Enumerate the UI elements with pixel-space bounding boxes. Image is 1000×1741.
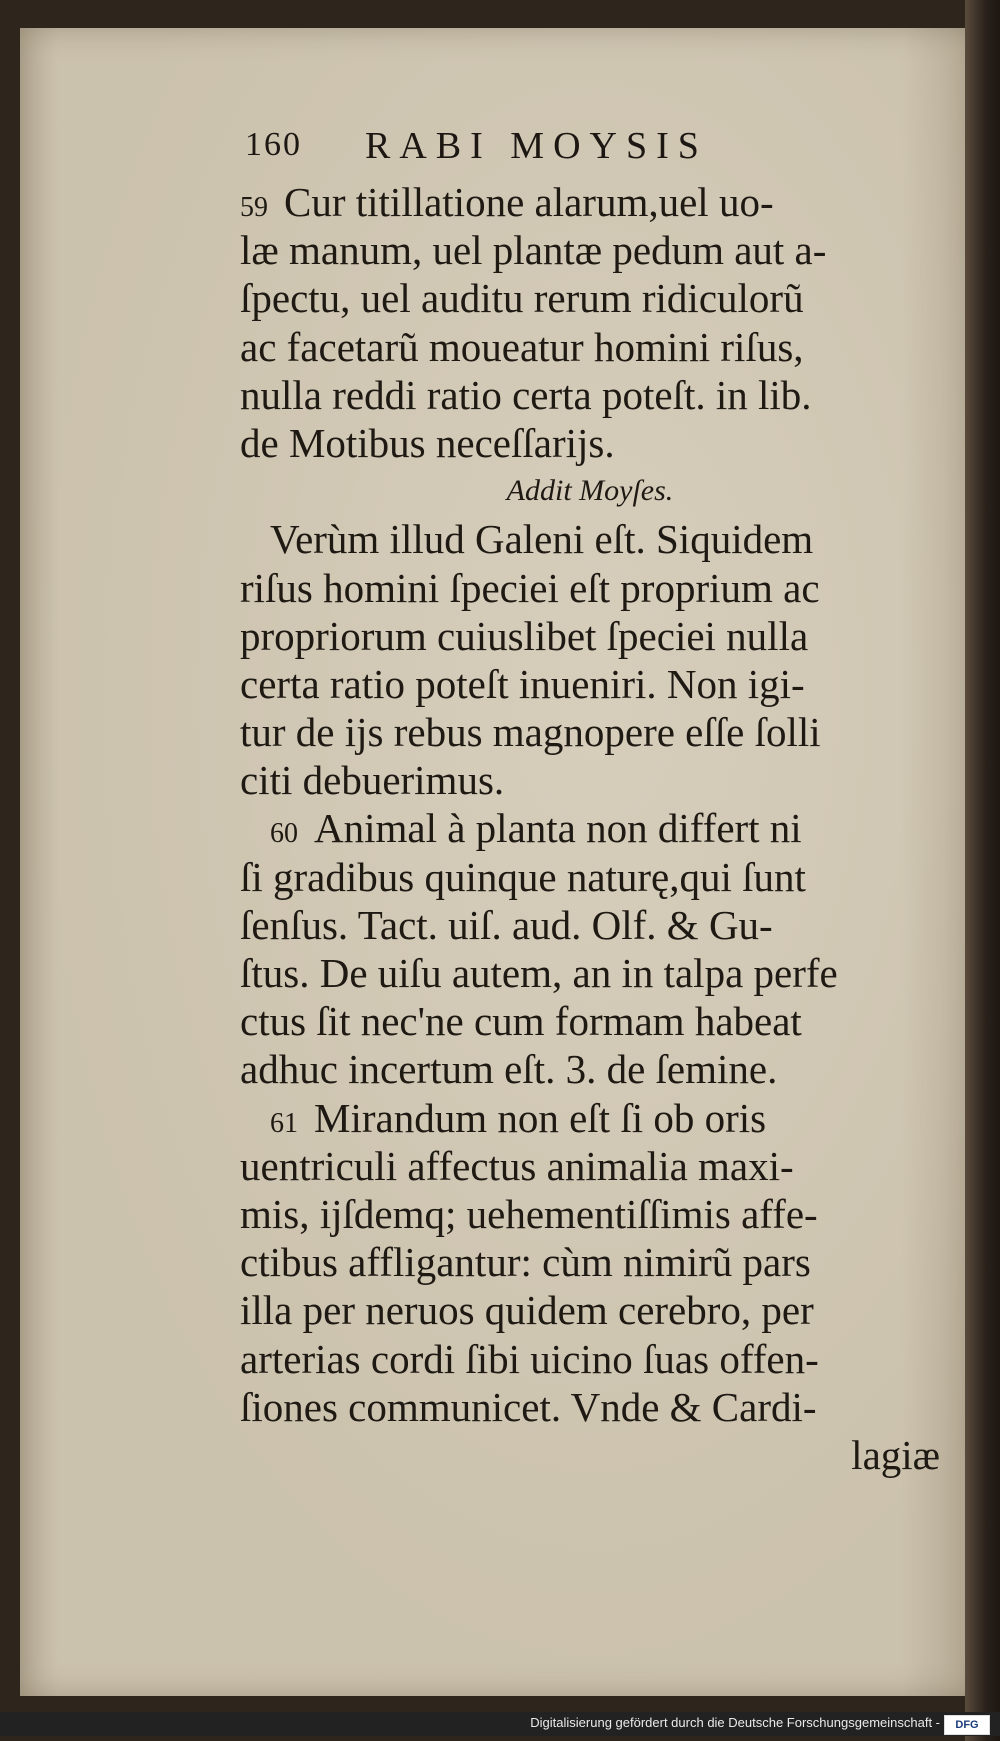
running-head: RABI MOYSIS [365,125,708,167]
text-line [240,1238,940,1286]
line-text: ſiones communicet. Vnde & Cardi- [240,1383,817,1430]
text-line [240,708,940,756]
page-text [240,178,940,1479]
line-text: propriorum cuiuslibet ſpeciei nulla [240,612,809,659]
line-text: ctibus affligantur: cùm nimirũ pars [240,1239,811,1286]
line-text: Verùm illud Galeni eſt. Siquidem [270,516,814,563]
text-line [240,1383,940,1431]
text-line [240,1190,940,1238]
text-line [240,997,940,1045]
line-text: ſenſus. Tact. uiſ. aud. Olf. & Gu- [240,901,773,948]
text-line [240,949,940,997]
text-line [240,1286,940,1334]
text-line [240,756,940,804]
line-text: ſtus. De uiſu autem, an in talpa perfe [240,950,838,996]
text-line [240,274,940,322]
text-line [240,564,940,612]
text-line [240,323,940,371]
text-line [240,226,940,274]
text-line [240,419,940,467]
page-number: 160 [245,126,302,163]
paragraph-number: 60 [270,818,298,850]
line-text: Animal à planta non differt ni [314,805,802,852]
line-text: arterias cordi ſibi uicino ſuas offen- [240,1335,819,1382]
line-text: Addit Moyſes. [506,474,674,508]
text-line [240,901,940,949]
page-header [245,120,765,180]
text-line [240,1045,940,1093]
text-line [240,660,940,708]
digitization-footer [0,1712,1000,1736]
text-line [240,515,940,563]
dfg-logo: DFG [944,1715,990,1735]
text-line [240,1335,940,1383]
line-text: ſpectu, uel auditu rerum ridiculorũ [240,275,804,322]
line-text: de Motibus neceſſarijs. [240,419,615,466]
funding-credit: Digitalisierung gefördert durch die Deutsche Forschungsgemeinschaft - [530,1715,940,1730]
catchword [240,1431,940,1479]
text-line [240,612,940,660]
section-heading [240,467,940,515]
paragraph-number: 61 [270,1107,298,1139]
line-text: ſi gradibus quinque naturę,qui ſunt [240,853,806,900]
line-text: tur de ijs rebus magnopere eſſe ſolli [240,709,821,756]
line-text: illa per neruos quidem cerebro, per [240,1287,814,1334]
book-spine [965,0,1000,1741]
line-text: riſus homini ſpeciei eſt proprium ac [240,564,820,611]
line-text: certa ratio poteſt inueniri. Non igi- [240,660,805,707]
text-line [240,178,940,226]
line-text: læ manum, uel plantæ pedum aut a- [240,227,827,274]
text-line [240,853,940,901]
line-text: uentriculi affectus animalia maxi- [240,1142,794,1189]
line-text: Mirandum non eſt ſi ob oris [314,1094,767,1141]
line-text: citi debuerimus. [240,757,505,804]
line-text: ac facetarũ moueatur homini riſus, [240,323,804,370]
text-line [240,371,940,419]
line-text: Cur titillatione alarum,uel uo- [284,179,774,225]
line-text: ctus ſit nec'ne cum formam habeat [240,998,802,1045]
line-text: adhuc incertum eſt. 3. de ſemine. [240,1046,778,1093]
line-text: nulla reddi ratio certa poteſt. in lib. [240,371,812,418]
text-line [240,1094,940,1142]
text-line [240,1142,940,1190]
text-line [240,804,940,852]
paragraph-number: 59 [240,192,268,223]
line-text: lagiæ [851,1431,940,1478]
line-text: mis, ijſdemq; uehementiſſimis affe- [240,1190,818,1237]
